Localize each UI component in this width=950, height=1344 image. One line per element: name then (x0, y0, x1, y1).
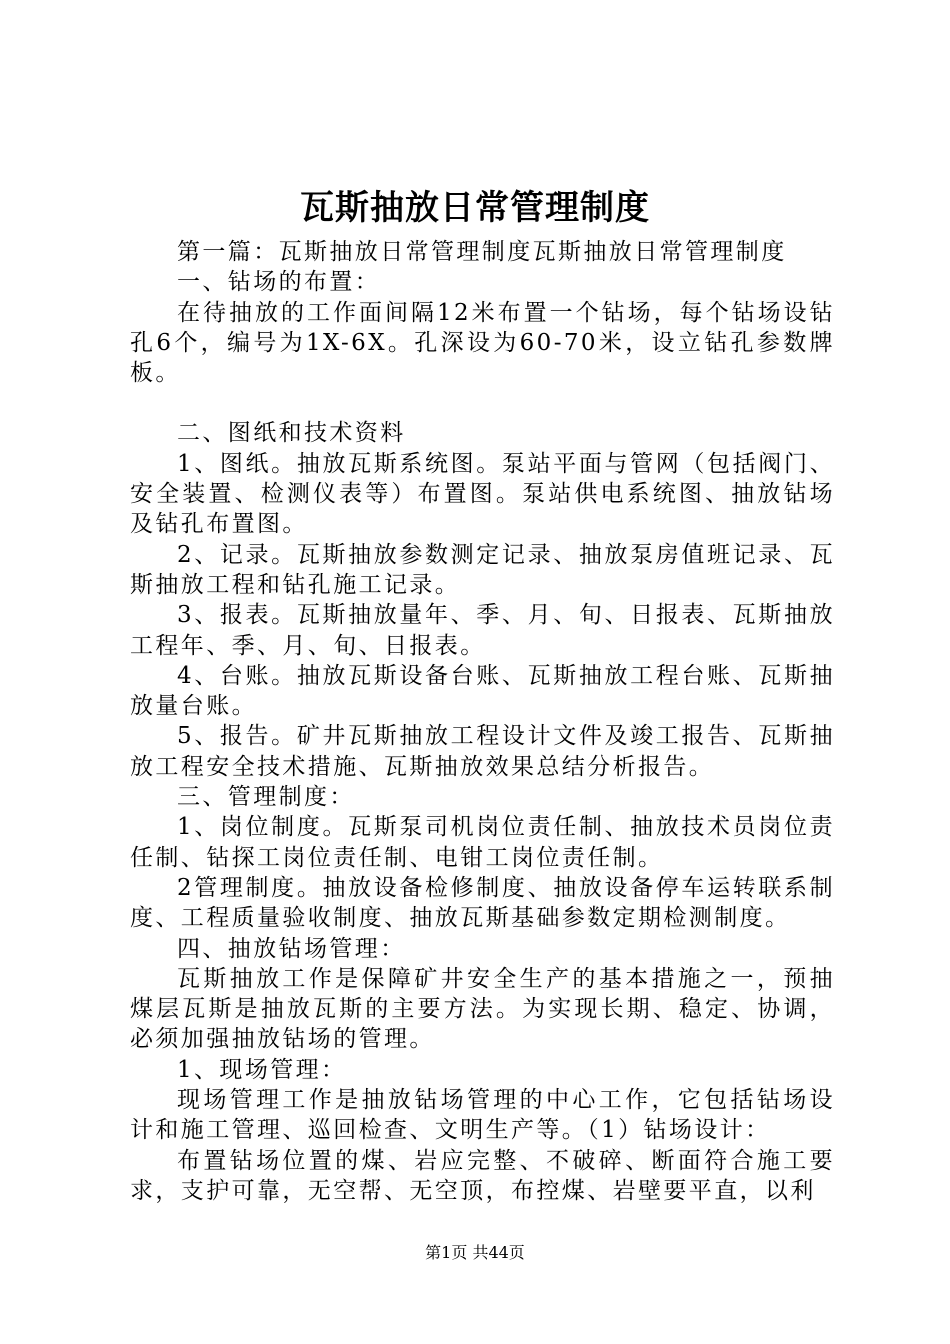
paragraph-3: 在待抽放的工作面间隔12米布置一个钻场，每个钻场设钻孔6个，编号为1X-6X。孔深设为60-70米，设立钻孔参数牌板。 (130, 299, 835, 387)
document-body (130, 237, 835, 1206)
paragraph-11: 1、岗位制度。瓦斯泵司机岗位责任制、抽放技术员岗位责任制、钻探工岗位责任制、电钳工岗位责任制。 (130, 814, 835, 871)
paragraph-10: 三、管理制度： (177, 784, 355, 811)
paragraph-8: 4、台账。抽放瓦斯设备台账、瓦斯抽放工程台账、瓦斯抽放量台账。 (130, 662, 835, 720)
paragraph-15: 1、现场管理： (177, 1056, 347, 1083)
paragraph-7: 3、报表。瓦斯抽放量年、季、月、旬、日报表、瓦斯抽放工程年、季、月、旬、日报表。 (130, 602, 835, 659)
paragraph-4: 二、图纸和技术资料 (177, 420, 406, 447)
paragraph-9: 5、报告。矿井瓦斯抽放工程设计文件及竣工报告、瓦斯抽放工程安全技术措施、瓦斯抽放效果总结分析报告。 (130, 723, 835, 780)
page-number-footer: 第1页 共44页 (425, 1243, 525, 1262)
paragraph-5: 1、图纸。抽放瓦斯系统图。泵站平面与管网（包括阀门、安全装置、检测仪表等）布置图。泵站供电系统图、抽放钻场及钻孔布置图。 (130, 450, 835, 538)
document-title: 瓦斯抽放日常管理制度 (300, 188, 650, 228)
paragraph-6: 2、记录。瓦斯抽放参数测定记录、抽放泵房值班记录、瓦斯抽放工程和钻孔施工记录。 (130, 541, 835, 598)
paragraph-2: 一、钻场的布置： (177, 269, 381, 296)
paragraph-17: 布置钻场位置的煤、岩应完整、不破碎、断面符合施工要求，支护可靠，无空帮、无空顶，布控煤、岩壁要平直，以利 (130, 1147, 835, 1204)
paragraph-12: 2管理制度。抽放设备检修制度、抽放设备停车运转联系制度、工程质量验收制度、抽放瓦斯基础参数定期检测制度。 (130, 874, 835, 932)
paragraph-14: 瓦斯抽放工作是保障矿井安全生产的基本措施之一，预抽煤层瓦斯是抽放瓦斯的主要方法。为实现长期、稳定、协调，必须加强抽放钻场的管理。 (130, 965, 835, 1053)
paragraph-1: 第一篇：瓦斯抽放日常管理制度瓦斯抽放日常管理制度 (177, 239, 787, 265)
paragraph-13: 四、抽放钻场管理： (177, 935, 406, 962)
paragraph-16: 现场管理工作是抽放钻场管理的中心工作，它包括钻场设计和施工管理、巡回检查、文明生产等。（1）钻场设计： (130, 1087, 835, 1144)
